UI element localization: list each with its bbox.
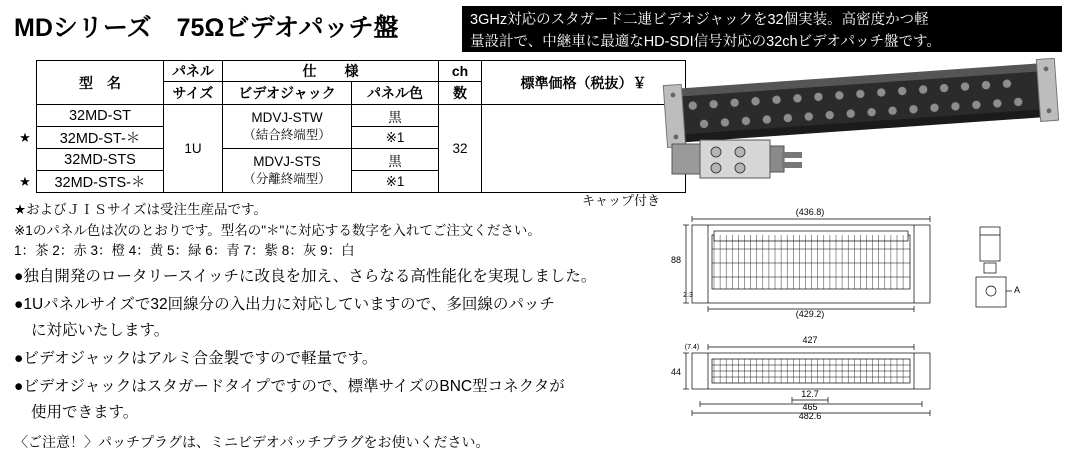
note-line-2: ※1のパネル色は次のとおりです。型名の"＊"に対応する数字を入れてご注文ください。 [14, 221, 654, 242]
dim-top-inner-width: (429.2) [796, 309, 825, 319]
row-model-0: 32MD-ST [37, 105, 164, 127]
cell-panel-size: 1U [164, 105, 223, 193]
note-bullet-2a: ●1Uパネルサイズで32回線分の入出力に対応していますので、多回線のパッチ [14, 296, 555, 313]
th-ch-2: 数 [439, 82, 482, 105]
note-bullet-3: ●ビデオジャックはアルミ合金製ですので軽量です。 [14, 346, 654, 372]
row-star-3: ★ [14, 171, 37, 193]
table-row [14, 105, 686, 127]
row-model-2: 32MD-STS [37, 149, 164, 171]
row-color-1: ※1 [352, 127, 439, 149]
cell-jack-2 [223, 149, 352, 193]
note-bullet-4b: 使用できます。 [14, 400, 654, 426]
cap-label: キャップ付き [560, 190, 660, 209]
spec-table [14, 60, 686, 193]
row-star-1: ★ [14, 127, 37, 149]
row-color-0: 黒 [352, 105, 439, 127]
jack-sub-2: （分離終端型） [227, 169, 347, 187]
drawings-svg [662, 205, 1062, 420]
note-line-3: 1：茶 2：赤 3：橙 4：黄 5：緑 6：青 7：紫 8：灰 9：白 [14, 241, 654, 262]
th-spec: 仕 様 [223, 61, 439, 82]
jack-sub-0: （結合終端型） [227, 125, 347, 143]
dim-bottom-44: 44 [671, 367, 681, 377]
dim-top-height: 88 [671, 255, 681, 265]
notes-block [14, 200, 654, 452]
dim-side-label: A [1014, 285, 1020, 295]
row-model-1: 32MD-ST-＊ [37, 127, 164, 149]
dim-top-width: (436.8) [796, 207, 825, 217]
jack-module-photo [672, 140, 802, 178]
table-header-row [14, 61, 686, 82]
row-color-3: ※1 [352, 171, 439, 193]
cell-ch: 32 [439, 105, 482, 193]
note-caution: 〈ご注意！〉パッチプラグは、ミニビデオパッチプラグをお使いください。 [14, 432, 654, 452]
dim-bottom-width: 427 [802, 335, 817, 345]
star-col-spacer-2 [14, 82, 37, 105]
th-price: 標準価格（税抜）￥ [482, 61, 686, 105]
note-bullet-2 [14, 292, 654, 344]
jack-name-2: MDVJ-STS [227, 154, 347, 169]
cell-price [482, 105, 686, 193]
dim-bottom-465: 465 [802, 402, 817, 412]
th-panel-color: パネル色 [352, 82, 439, 105]
row-star-2 [14, 149, 37, 171]
row-star-0 [14, 105, 37, 127]
row-color-2: 黒 [352, 149, 439, 171]
note-bullet-2b: に対応いたします。 [14, 318, 654, 344]
page-title: MDシリーズ 75Ωビデオパッチ盤 [14, 8, 454, 44]
th-video-jack: ビデオジャック [223, 82, 352, 105]
dim-bottom-74: (7.4) [685, 344, 699, 351]
product-photo [660, 58, 1065, 208]
cell-jack-0 [223, 105, 352, 149]
header-banner [462, 6, 1062, 52]
dim-bottom-4826: 482.6 [799, 411, 822, 420]
row-model-3: 32MD-STS-＊ [37, 171, 164, 193]
note-line-1: ★およびＪＩＳサイズは受注生産品です。 [14, 200, 654, 221]
note-bullet-4 [14, 374, 654, 426]
note-bullet-1: ●独自開発のロータリースイッチに改良を加え、さらなる高性能化を実現しました。 [14, 264, 654, 290]
banner-line-2: 量設計で、中継車に最適なHD-SDI信号対応の32chビデオパッチ盤です。 [470, 31, 1056, 53]
note-bullet-4a: ●ビデオジャックはスタガードタイプですので、標準サイズのBNC型コネクタが [14, 378, 565, 395]
th-ch-1: ch [439, 61, 482, 82]
jack-name-0: MDVJ-STW [227, 110, 347, 125]
star-col-spacer [14, 61, 37, 82]
dim-bottom-127: 12.7 [801, 389, 819, 399]
th-panel-size-1: パネル [164, 61, 223, 82]
banner-line-1: 3GHz対応のスタガード二連ビデオジャックを32個実装。高密度かつ軽 [470, 9, 1056, 31]
th-model: 型 名 [37, 61, 164, 105]
dim-top-height2: 2.3 [683, 292, 693, 299]
th-panel-size-2: サイズ [164, 82, 223, 105]
patch-panel-photo-svg [660, 58, 1065, 208]
technical-drawings [662, 205, 1062, 420]
